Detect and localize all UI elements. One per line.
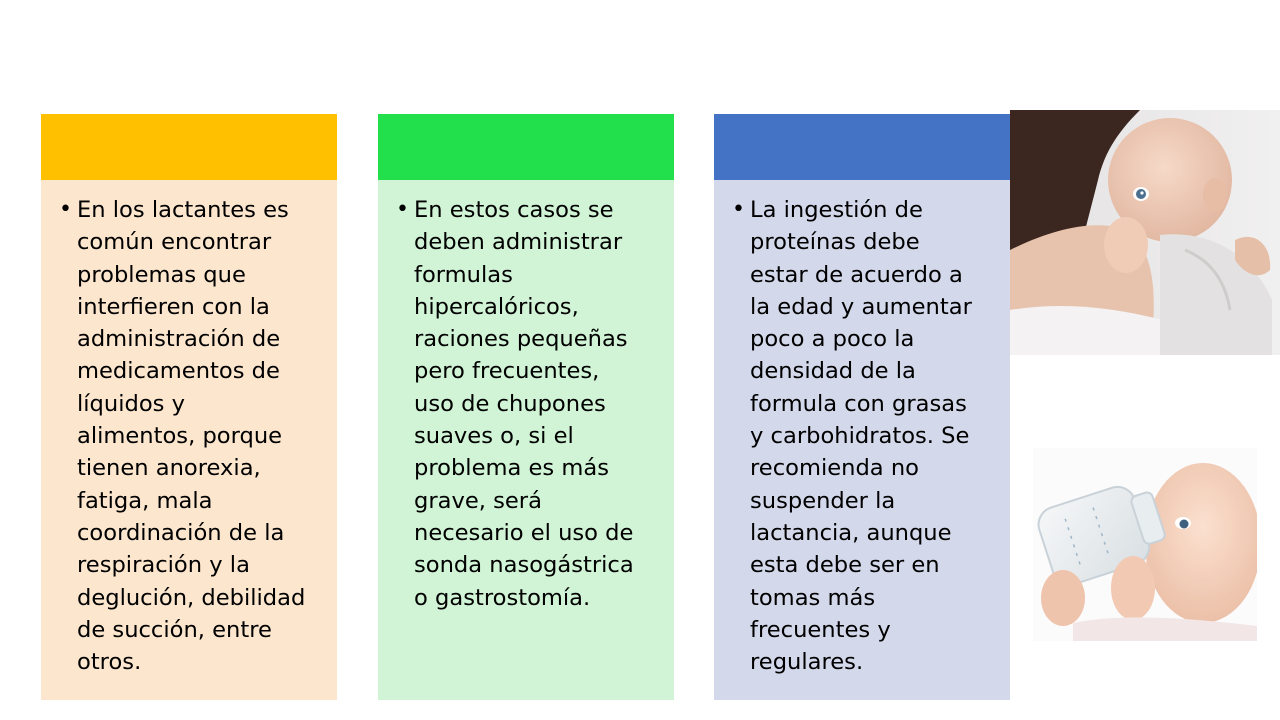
bullet-icon: •	[396, 197, 409, 222]
info-card-1	[41, 114, 337, 700]
card-header-band	[378, 114, 674, 180]
bullet-text: La ingestión de proteínas debe estar de acuerdo a la edad y aumentar poco a poco la densidad de la formula con grasas y carbohidratos. Se recomienda no suspender la lactancia, aunque esta debe ser en tomas más frecuentes y regulares.	[750, 197, 972, 676]
bullet-icon: •	[59, 197, 72, 222]
bullet-text: En los lactantes es común encontrar problemas que interfieren con la administración de medicamentos de líquidos y alimentos, porque tienen anorexia, fatiga, mala coordinación de la respiración y la deglución, debilidad de succión, entre otros.	[77, 197, 306, 676]
bullet-icon: •	[732, 197, 745, 222]
bullet-text: En estos casos se deben administrar formulas hipercalóricos, raciones pequeñas pero frecuentes, uso de chupones suaves o, si el problema es más grave, será necesario el uso de sonda nasogástrica o gastrostomía.	[414, 197, 634, 611]
breastfeeding-baby-photo	[1010, 110, 1280, 355]
bottle-feeding-illustration	[1033, 448, 1257, 641]
info-card-2	[378, 114, 674, 700]
card-header-band	[714, 114, 1010, 180]
bullet-item	[732, 194, 996, 678]
breastfeeding-illustration	[1010, 110, 1280, 355]
bullet-item	[396, 194, 660, 614]
card-header-band	[41, 114, 337, 180]
bottle-feeding-baby-photo	[1033, 448, 1257, 641]
info-card-3	[714, 114, 1010, 700]
bullet-item	[59, 194, 323, 678]
